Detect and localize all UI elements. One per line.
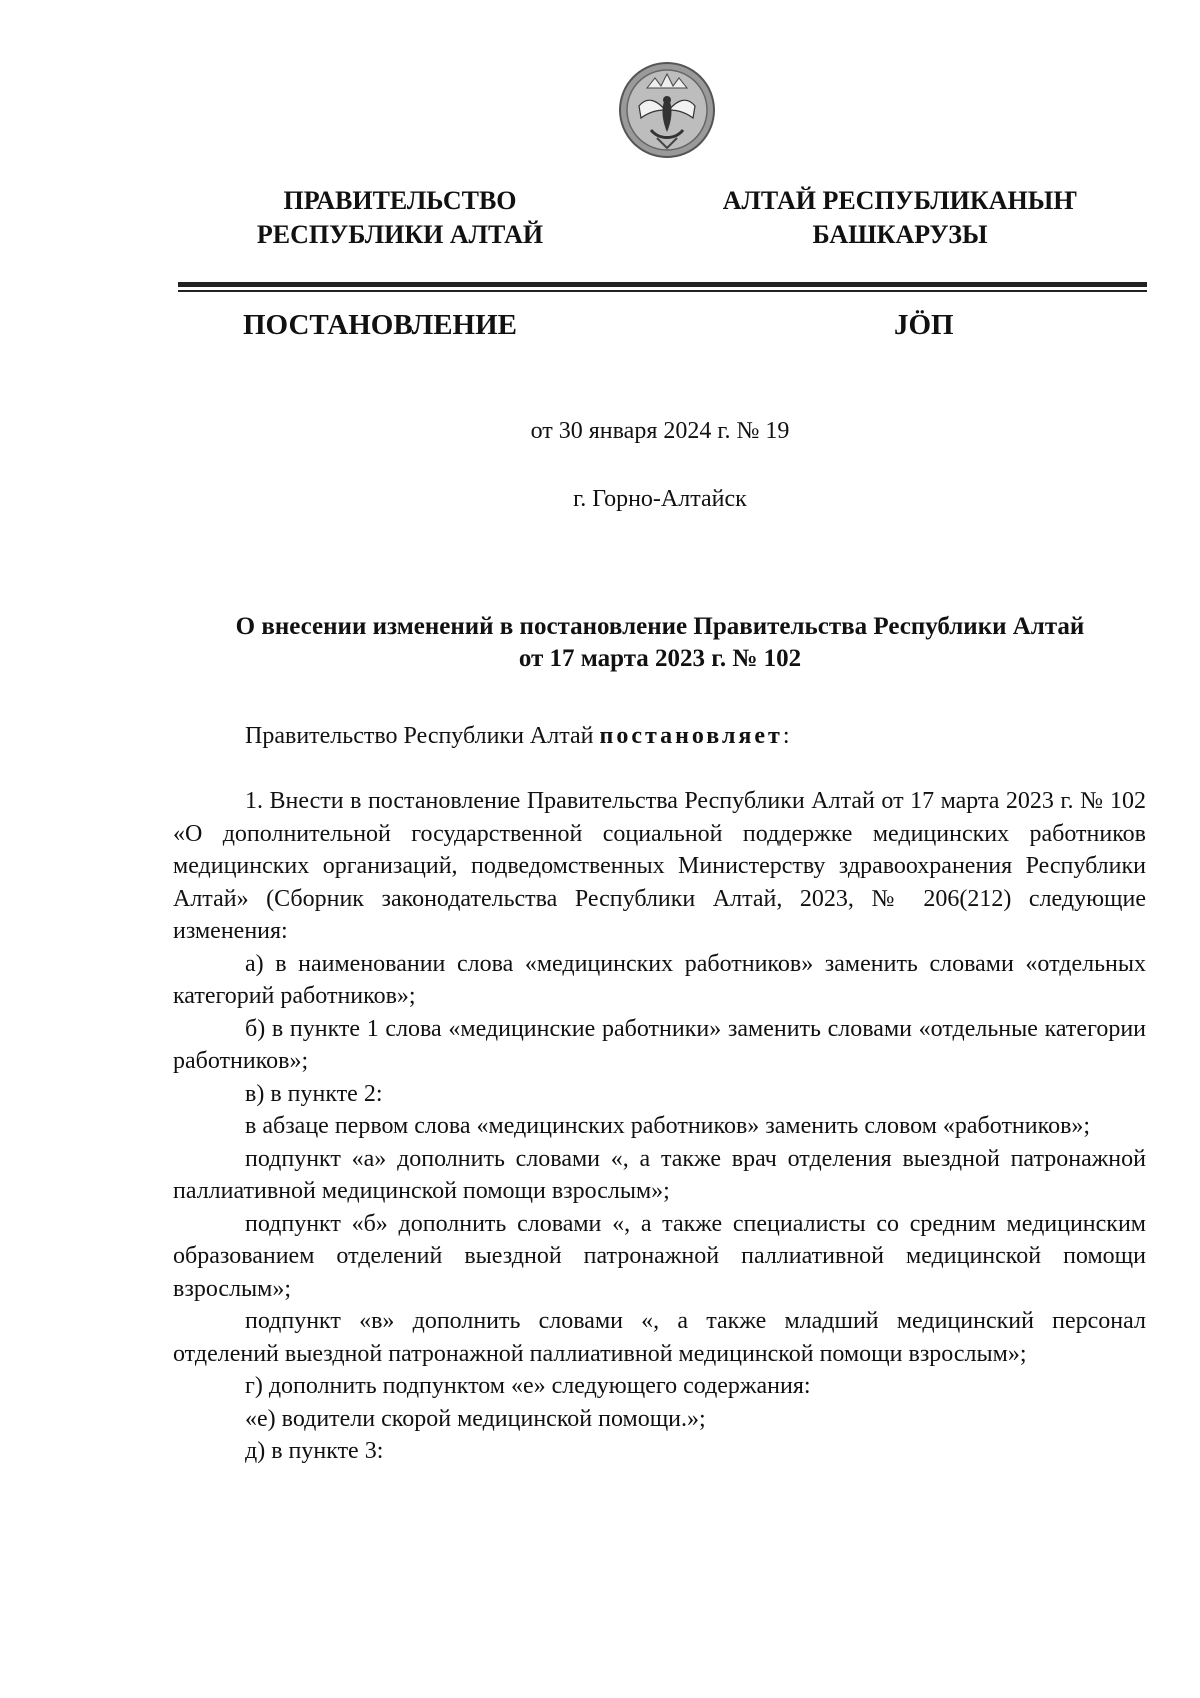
preamble (245, 720, 790, 752)
paragraph-podpunkt-b: подпункт «б» дополнить словами «, а также специалисты со средним медицинским образованием отделений выездной патронажной паллиативной медицинской помощи взрослым»; (173, 1210, 1146, 1302)
altai-coat-of-arms-icon (617, 60, 717, 160)
paragraph-subitem-v: в) в пункте 2: (245, 1080, 383, 1107)
paragraph-subitem-b: б) в пункте 1 слова «медицинские работники» заменить словами «отдельные категории работников»; (173, 1015, 1146, 1074)
title-line2: от 17 марта 2023 г. № 102 (518, 645, 802, 672)
header-right-line2: БАШКАРУЗЫ (812, 220, 988, 249)
preamble-end: : (782, 723, 790, 749)
paragraph-podpunkt-a: подпункт «а» дополнить словами «, а также врач отделения выездной патронажной паллиативной медицинской помощи взрослым»; (173, 1145, 1146, 1204)
doc-type-alt: JÖП (894, 309, 954, 341)
paragraph-quote-e: «е) водители скорой медицинской помощи.»; (245, 1405, 706, 1432)
header-right-line1: АЛТАЙ РЕСПУБЛИКАНЫҤ (722, 186, 1078, 215)
paragraph-subitem-a: а) в наименовании слова «медицинских работников» заменить словами «отдельных категорий работников»; (173, 950, 1146, 1009)
paragraph-subitem-d: д) в пункте 3: (245, 1438, 384, 1464)
doc-type-ru: ПОСТАНОВЛЕНИЕ (243, 309, 518, 341)
paragraph-podpunkt-v: подпункт «в» дополнить словами «, а также младший медицинский персонал отделений выездной патронажной паллиативной медицинской помощи взрослым»; (173, 1308, 1146, 1367)
title-line1: О внесении изменений в постановление Правительства Республики Алтай (235, 613, 1085, 640)
document-date-number (0, 416, 1200, 446)
date-number-text: от 30 января 2024 г. № 19 (530, 418, 790, 444)
paragraph-subitem-g: г) дополнить подпунктом «е» следующего содержания: (245, 1373, 811, 1399)
paragraph-abzac-first: в абзаце первом слова «медицинских работников» заменить словом «работников»; (245, 1113, 1091, 1139)
header-left-line1: ПРАВИТЕЛЬСТВО (283, 186, 517, 215)
document-body (173, 785, 1146, 1468)
header-left-line2: РЕСПУБЛИКИ АЛТАЙ (256, 220, 544, 249)
preamble-text: Правительство Республики Алтай (245, 723, 600, 749)
document-city (0, 484, 1200, 514)
header-divider-thick (178, 282, 1147, 287)
paragraph-item-1: 1. Внести в постановление Правительства Республики Алтай от 17 марта 2023 г. № 102 «О дополнительной государственной социальной поддержке медицинских работников медицинских организаций, подведомственных Министерству здравоохранения Республики Алтай» (Сборник законодательства Республики Алтай, 2023, № 206(212) следующие изменения: (173, 788, 1146, 944)
header-divider-thin (178, 290, 1147, 292)
header-right-alt (680, 184, 1120, 252)
city-text: г. Горно-Алтайск (573, 486, 747, 512)
header-left-ru (200, 184, 600, 252)
preamble-emphasis: постановляет (599, 723, 783, 749)
document-title (170, 611, 1150, 675)
